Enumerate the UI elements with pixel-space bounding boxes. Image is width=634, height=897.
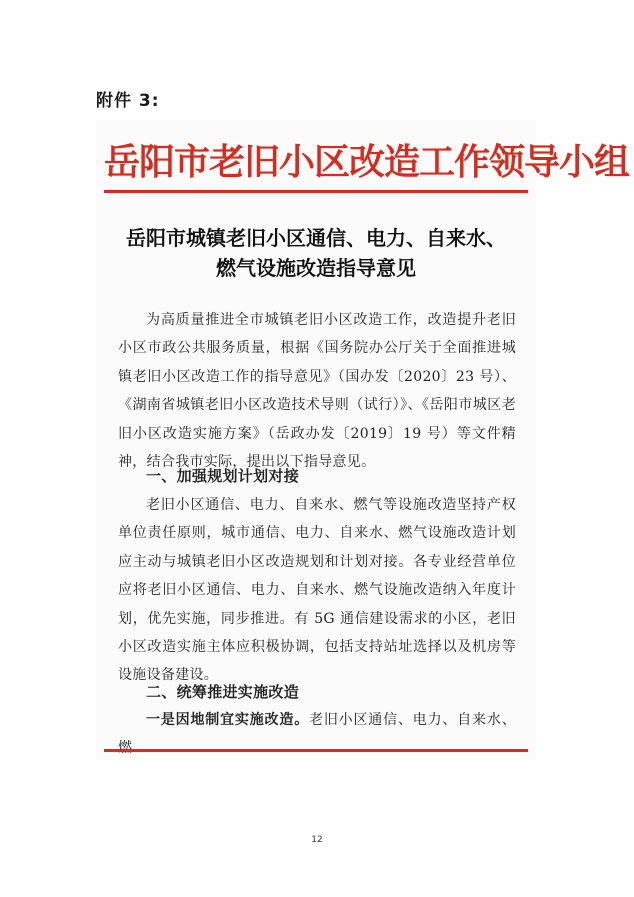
page-number: 12 [311, 835, 323, 845]
section2-heading: 二、统筹推进实施改造 [146, 683, 300, 701]
attachment-label: 附件 3: [96, 91, 160, 111]
document-title-line2: 燃气设施改造指导意见 [216, 256, 416, 280]
section1-paragraph: 老旧小区通信、电力、自来水、燃气等设施改造坚持产权单位责任原则，城市通信、电力、自来水、燃气设施改造计划应主动与城镇老旧小区改造规划和计划对接。各专业经营单位应将老旧小区通信、电力、自来水、燃气设施改造纳入年度计划，优先实施，同步推进。有 5G 通信建设需求的小区，老旧小区改造实施主体应积极协调，包括支持站址选择以及机房等设施设备建设。 [118, 497, 516, 684]
red-divider-top [104, 190, 528, 193]
section2-paragraph [118, 706, 516, 763]
document-title-line1: 岳阳市城镇老旧小区通信、电力、自来水、 [126, 226, 506, 250]
intro-paragraph: 为高质量推进全市城镇老旧小区改造工作，改造提升老旧小区市政公共服务质量，根据《国务院办公厅关于全面推进城镇老旧小区改造工作的指导意见》（国办发〔2020〕23 号）、《湖南省城镇老旧小区改造技术导则（试行）》、《岳阳市城区老旧小区改造实施方案》（岳政办发〔2019〕19 号）等文件精神，结合我市实际，提出以下指导意见。 [118, 312, 516, 471]
red-divider-bottom [104, 749, 528, 752]
section2-text: 老旧小区通信、电力、自来水、 [309, 712, 516, 728]
organization-header: 岳阳市老旧小区改造工作领导小组 [104, 141, 630, 183]
section2-bold-lead: 一是因地制宜实施改造。 [146, 712, 310, 728]
section1-heading: 一、加强规划计划对接 [146, 467, 300, 485]
